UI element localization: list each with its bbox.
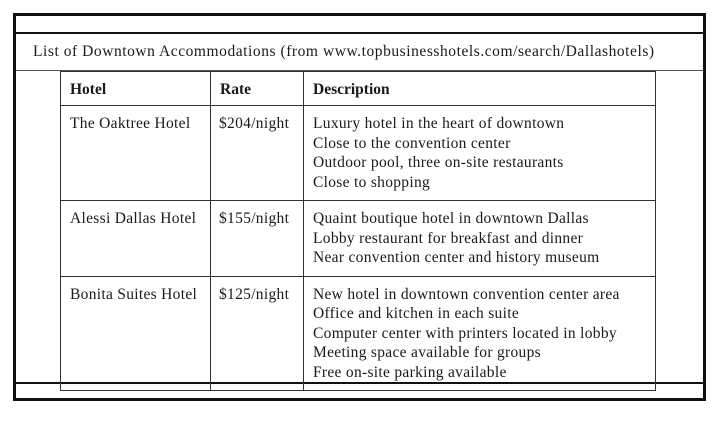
- hotel-name: The Oaktree Hotel: [61, 106, 211, 201]
- description-line: Near convention center and history museum: [313, 249, 600, 266]
- hotel-rate: $125/night: [211, 276, 304, 391]
- table-row: [61, 106, 656, 201]
- hotel-name: Alessi Dallas Hotel: [61, 201, 211, 277]
- description-line: Computer center with printers located in lobby: [313, 324, 617, 342]
- hotel-description: [304, 201, 656, 277]
- description-line: New hotel in downtown convention center area: [313, 285, 620, 303]
- description-line: Lobby restaurant for breakfast and dinner: [313, 229, 584, 247]
- header-description: Description: [304, 72, 656, 106]
- description-line: Quaint boutique hotel in downtown Dallas: [313, 210, 589, 227]
- accommodations-table: [60, 71, 656, 391]
- hotel-name: Bonita Suites Hotel: [61, 276, 211, 391]
- description-line: Office and kitchen in each suite: [313, 305, 519, 322]
- top-rule: [13, 32, 706, 34]
- header-hotel: Hotel: [61, 72, 211, 106]
- table-header-row: [61, 72, 656, 106]
- hotel-rate: $155/night: [211, 201, 304, 277]
- hotel-description: [304, 106, 656, 201]
- description-line: Close to shopping: [313, 173, 431, 191]
- hotel-description: [304, 276, 656, 391]
- table-row: [61, 276, 656, 391]
- description-line: Luxury hotel in the heart of downtown: [313, 115, 565, 132]
- hotel-rate: $204/night: [211, 106, 304, 201]
- table-row: [61, 201, 656, 277]
- description-line: Meeting space available for groups: [313, 344, 541, 361]
- description-line: Free on-site parking available: [313, 363, 507, 381]
- header-rate: Rate: [211, 72, 304, 106]
- description-line: Outdoor pool, three on-site restaurants: [313, 154, 564, 171]
- description-line: Close to the convention center: [313, 134, 511, 152]
- table-caption: List of Downtown Accommodations (from www.topbusinesshotels.com/search/Dallashotels): [33, 43, 655, 60]
